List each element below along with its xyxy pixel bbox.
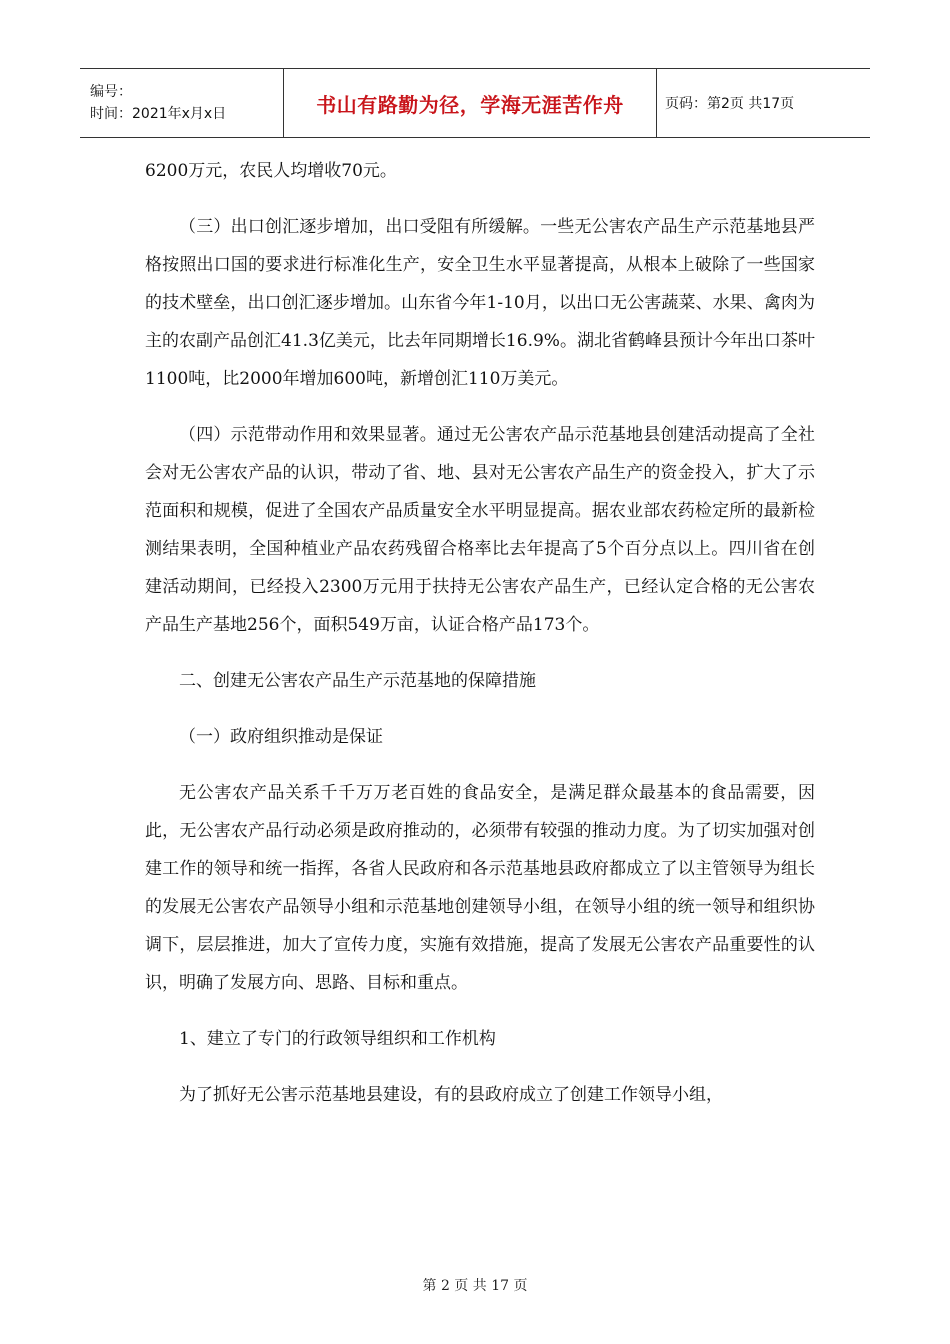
document-body	[145, 152, 815, 1114]
paragraph-government: 无公害农产品关系千千万万老百姓的食品安全，是满足群众最基本的食品需要，因此，无公害农产品行动必须是政府推动的，必须带有较强的推动力度。为了切实加强对创建工作的领导和统一指挥，各省人民政府和各示范基地县政府都成立了以主管领导为组长的发展无公害农产品领导小组和示范基地创建领导小组，在领导小组的统一领导和组织协调下，层层推进，加大了宣传力度，实施有效措施，提高了发展无公害农产品重要性的认识，明确了发展方向、思路、目标和重点。	[145, 783, 815, 993]
document-header	[80, 68, 870, 138]
item-heading: 1、建立了专门的行政领导组织和工作机构	[179, 1029, 496, 1049]
document-number-label: 编号：	[90, 84, 132, 100]
header-motto-cell	[283, 69, 657, 137]
header-meta	[80, 69, 283, 137]
subsection-heading: （一）政府组织推动是保证	[179, 727, 383, 747]
paragraph-continuation: 6200万元，农民人均增收70元。	[145, 161, 397, 181]
paragraph-export: （三）出口创汇逐步增加，出口受阻有所缓解。一些无公害农产品生产示范基地县严格按照出口国的要求进行标准化生产，安全卫生水平显著提高，从根本上破除了一些国家的技术壁垒，出口创汇逐步增加。山东省今年1-10月，以出口无公害蔬菜、水果、禽肉为主的农副产品创汇41.3亿美元，比去年同期增长16.9%。湖北省鹤峰县预计今年出口茶叶1100吨，比2000年增加600吨，新增创汇110万美元。	[145, 217, 815, 389]
page-footer: 第 2 页 共 17 页	[422, 1278, 528, 1294]
document-time-label: 时间：2021年x月x日	[90, 106, 227, 122]
section-heading: 二、创建无公害农产品生产示范基地的保障措施	[179, 671, 536, 691]
paragraph-demonstration: （四）示范带动作用和效果显著。通过无公害农产品示范基地县创建活动提高了全社会对无公害农产品的认识，带动了省、地、县对无公害农产品生产的资金投入，扩大了示范面积和规模，促进了全国农产品质量安全水平明显提高。据农业部农药检定所的最新检测结果表明，全国种植业产品农药残留合格率比去年提高了5个百分点以上。四川省在创建活动期间，已经投入2300万元用于扶持无公害农产品生产，已经认定合格的无公害农产品生产基地256个，面积549万亩，认证合格产品173个。	[145, 425, 815, 635]
header-motto: 书山有路勤为径，学海无涯苦作舟	[316, 92, 624, 117]
header-page-info: 页码：第2页 共17页	[665, 96, 795, 112]
paragraph-leadership: 为了抓好无公害示范基地县建设，有的县政府成立了创建工作领导小组，	[179, 1085, 723, 1105]
